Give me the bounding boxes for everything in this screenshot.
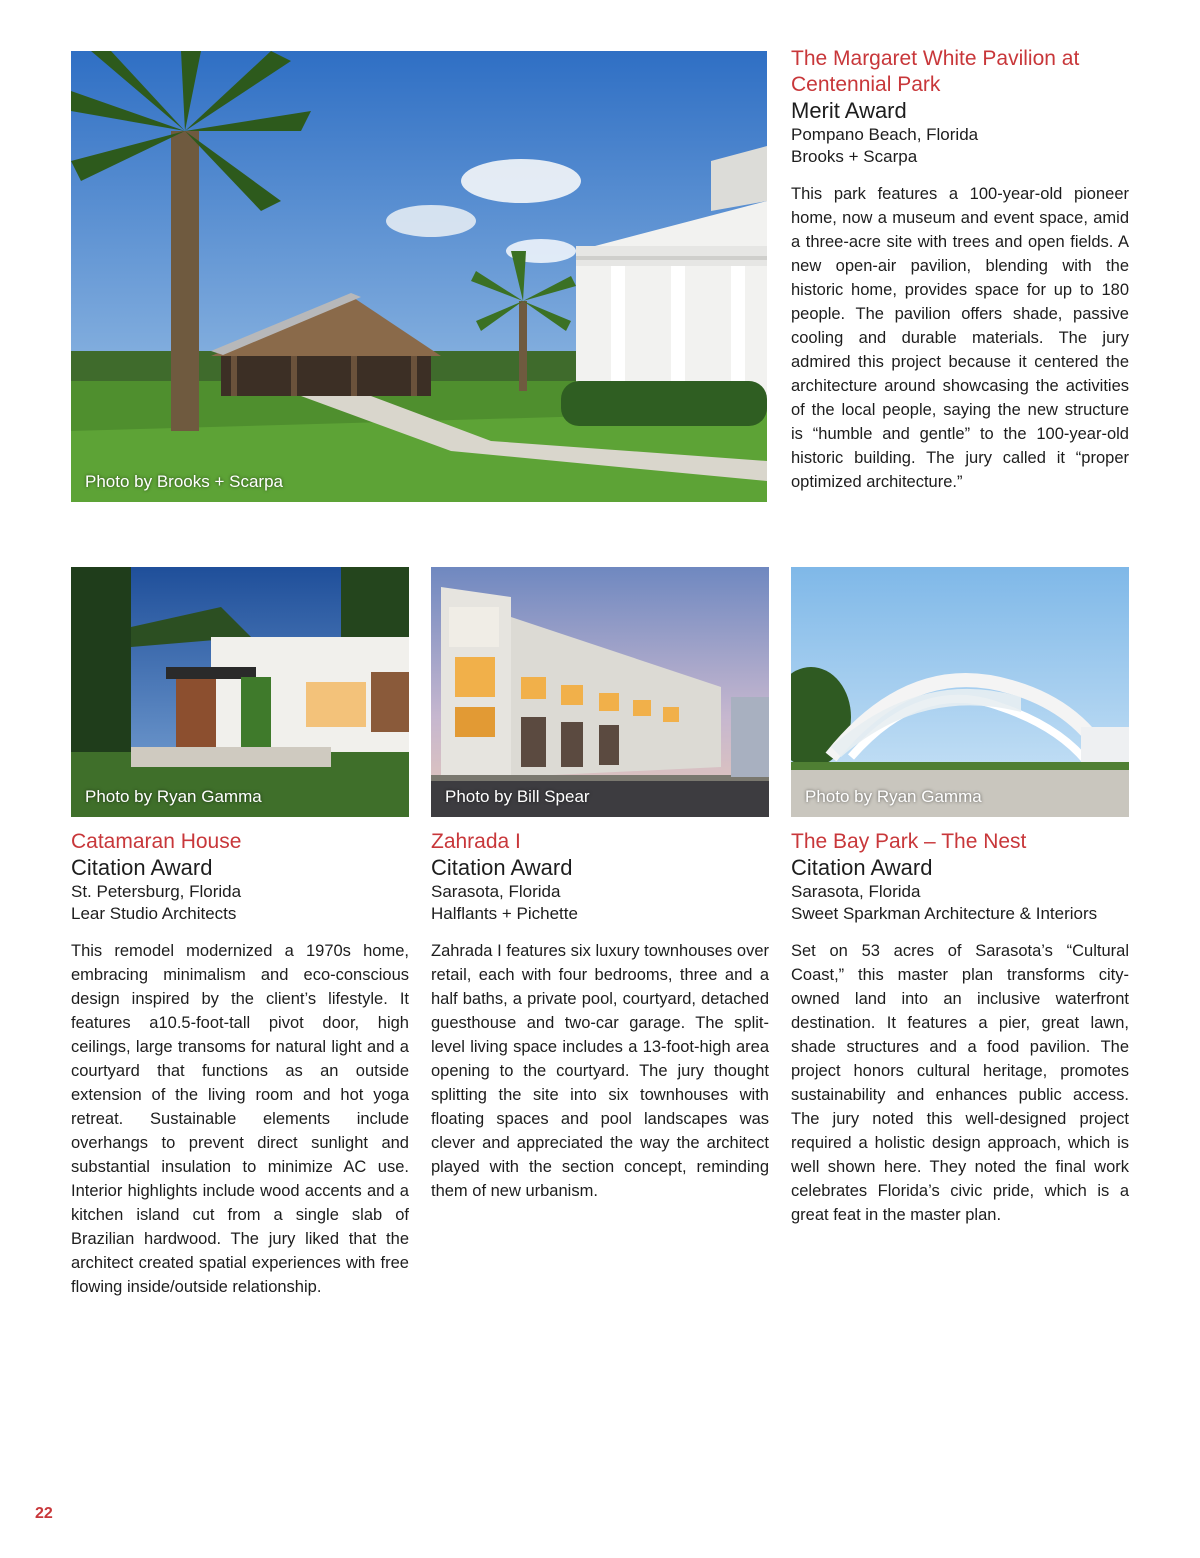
project-title: Zahrada I	[431, 830, 521, 853]
project-architect: Halflants + Pichette	[431, 904, 578, 923]
project-zahrada	[431, 829, 769, 1203]
award-level: Citation Award	[431, 855, 573, 880]
bay-park-photo	[791, 567, 1129, 817]
project-architect: Lear Studio Architects	[71, 904, 237, 923]
project-title: The Margaret White Pavilion at	[791, 47, 1080, 70]
project-margaret-white	[791, 46, 1129, 494]
pavilion-photo	[71, 51, 767, 502]
project-title-cont: Centennial Park	[791, 73, 941, 96]
catamaran-house-photo	[71, 567, 409, 817]
project-description: Set on 53 acres of Sarasota’s “Cultural Coast,” this master plan transforms city-owned land into an inclusive waterfront destination. It features a pier, great lawn, shade structures and a food pavilion. The project honors cultural heritage, promotes sustainability and enhances public access. The jury noted this well-designed project required a holistic design approach, which is well shown here. They noted the final work celebrates Florida’s civic pride, which is a great feat in the master plan.	[791, 942, 1129, 1224]
project-location: Sarasota, Florida	[431, 882, 561, 901]
project-location: Sarasota, Florida	[791, 882, 921, 901]
project-description: This park features a 100-year-old pioneer home, now a museum and event space, amid a three-acre site with trees and open fields. A new open-air pavilion, blending with the historic home, provides space for up to 180 people. The pavilion offers shade, passive cooling and durable materials. The jury admired this project because it centered the architecture around showcasing the activities of the local people, saying the new structure is “humble and gentle” to the 100-year-old historic building. The jury called it “proper optimized architecture.”	[791, 185, 1129, 491]
project-location: Pompano Beach, Florida	[791, 125, 979, 144]
photo-credit: Photo by Ryan Gamma	[805, 787, 982, 806]
page-number: 22	[35, 1505, 53, 1522]
project-bay-park	[791, 829, 1129, 1227]
project-description: Zahrada I features six luxury townhouses over retail, each with four bedrooms, three and a half baths, a private pool, courtyard, detached guesthouse and two-car garage. The split-level living space includes a 13-foot-high area opening to the courtyard. The jury thought splitting the site into six townhouses with floating spaces and pool landscapes was clever and appreciated the way the architect played with the section concept, reminding them of new urbanism.	[431, 942, 769, 1200]
award-level: Merit Award	[791, 98, 907, 123]
project-title: The Bay Park – The Nest	[791, 830, 1027, 853]
project-location: St. Petersburg, Florida	[71, 882, 242, 901]
zahrada-photo	[431, 567, 769, 817]
project-description: This remodel modernized a 1970s home, embracing minimalism and eco-conscious design inspired by the client’s lifestyle. It features a10.5-foot-tall pivot door, high ceilings, large transoms for natural light and a courtyard that functions as an outside extension of the living room and hot yoga retreat. Sustainable elements include overhangs to prevent direct sunlight and substantial insulation to minimize AC use. Interior highlights include wood accents and a kitchen island cut from a single slab of Brazilian hardwood. The jury liked that the architect created spatial experiences with free flowing inside/outside relationship.	[71, 942, 409, 1296]
project-architect: Sweet Sparkman Architecture & Interiors	[791, 904, 1098, 923]
project-title: Catamaran House	[71, 830, 242, 853]
photo-credit: Photo by Brooks + Scarpa	[85, 472, 283, 491]
photo-credit: Photo by Bill Spear	[445, 787, 590, 806]
photo-credit: Photo by Ryan Gamma	[85, 787, 262, 806]
project-catamaran-house	[71, 829, 409, 1299]
project-architect: Brooks + Scarpa	[791, 147, 918, 166]
award-level: Citation Award	[71, 855, 213, 880]
award-level: Citation Award	[791, 855, 933, 880]
